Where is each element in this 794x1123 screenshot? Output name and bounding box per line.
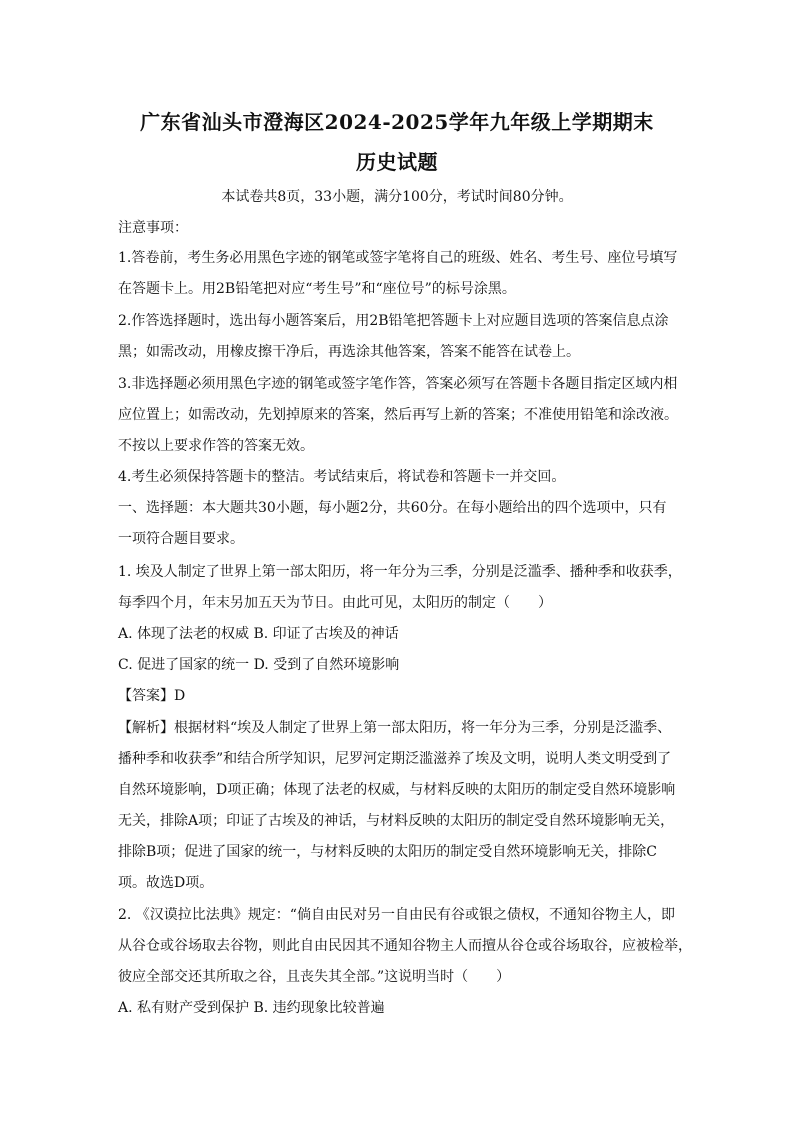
q1-analysis: 排除B项；促进了国家的统一，与材料反映的太阳历的制定受自然环境影响无关，排除C [118,844,657,860]
notes-heading: 注意事项： [118,220,188,236]
q2-stem: 2. 《汉谟拉比法典》规定：“倘自由民对另一自由民有谷或银之债权，不通知谷物主人，即 [118,907,675,923]
note-line: 应位置上；如需改动，先划掉原来的答案，然后再写上新的答案；不准使用铅笔和涂改液。 [118,407,678,423]
q1-options: A. 体现了法老的权威 B. 印证了古埃及的神话 [118,626,399,642]
note-line: 黑；如需改动，用橡皮擦干净后，再选涂其他答案，答案不能答在试卷上。 [118,344,580,360]
q2-options: A. 私有财产受到保护 B. 违约现象比较普遍 [118,1000,385,1016]
note-line: 4.考生必须保持答题卡的整洁。考试结束后，将试卷和答题卡一并交回。 [118,469,566,485]
note-line: 3.非选择题必须用黑色字迹的钢笔或签字笔作答，答案必须写在答题卡各题目指定区域内相 [118,376,678,392]
exam-info: 本试卷共8页，33小题，满分100分，考试时间80分钟。 [221,189,573,205]
note-line: 在答题卡上。用2B铅笔把对应“考生号”和“座位号”的标号涂黑。 [118,281,516,297]
q1-analysis: 【解析】根据材料“埃及人制定了世界上第一部太阳历，将一年分为三季，分别是泛滥季、 [118,720,672,736]
q1-analysis: 自然环境影响，D项正确；体现了法老的权威，与材料反映的太阳历的制定受自然环境影响 [118,782,676,798]
section-heading: 一、选择题：本大题共30小题，每小题2分，共60分。在每小题给出的四个选项中，只有 [118,500,667,516]
note-line: 2.作答选择题时，选出每小题答案后，用2B铅笔把答题卡上对应题目选项的答案信息点涂 [118,313,669,329]
exam-subject-title: 历史试题 [356,150,438,174]
note-line: 1.答卷前，考生务必用黑色字迹的钢笔或签字笔将自己的班级、姓名、考生号、座位号填写 [118,250,678,266]
q2-stem: 从谷仓或谷场取去谷物，则此自由民因其不通知谷物主人而擅从谷仓或谷场取谷，应被检举， [118,938,692,954]
q2-stem: 彼应全部交还其所取之谷，且丧失其全部。”这说明当时（ ） [118,969,511,985]
q1-analysis: 无关，排除A项；印证了古埃及的神话，与材料反映的太阳历的制定受自然环境影响无关， [118,813,675,829]
q1-options: C. 促进了国家的统一 D. 受到了自然环境影响 [118,657,400,673]
q1-stem: 每季四个月，年末另加五天为节日。由此可见，太阳历的制定（ ） [118,595,552,611]
q1-stem: 1. 埃及人制定了世界上第一部太阳历，将一年分为三季，分别是泛滥季、播种季和收获季， [118,564,682,580]
q1-analysis: 播种季和收获季”和结合所学知识，尼罗河定期泛滥滋养了埃及文明，说明人类文明受到了 [118,751,672,767]
q1-analysis: 项。故选D项。 [118,875,214,891]
section-heading-cont: 一项符合题目要求。 [118,531,244,547]
exam-title: 广东省汕头市澄海区2024-2025学年九年级上学期期末 [140,110,654,134]
q1-answer: 【答案】D [118,688,186,704]
note-line: 不按以上要求作答的答案无效。 [118,438,314,454]
